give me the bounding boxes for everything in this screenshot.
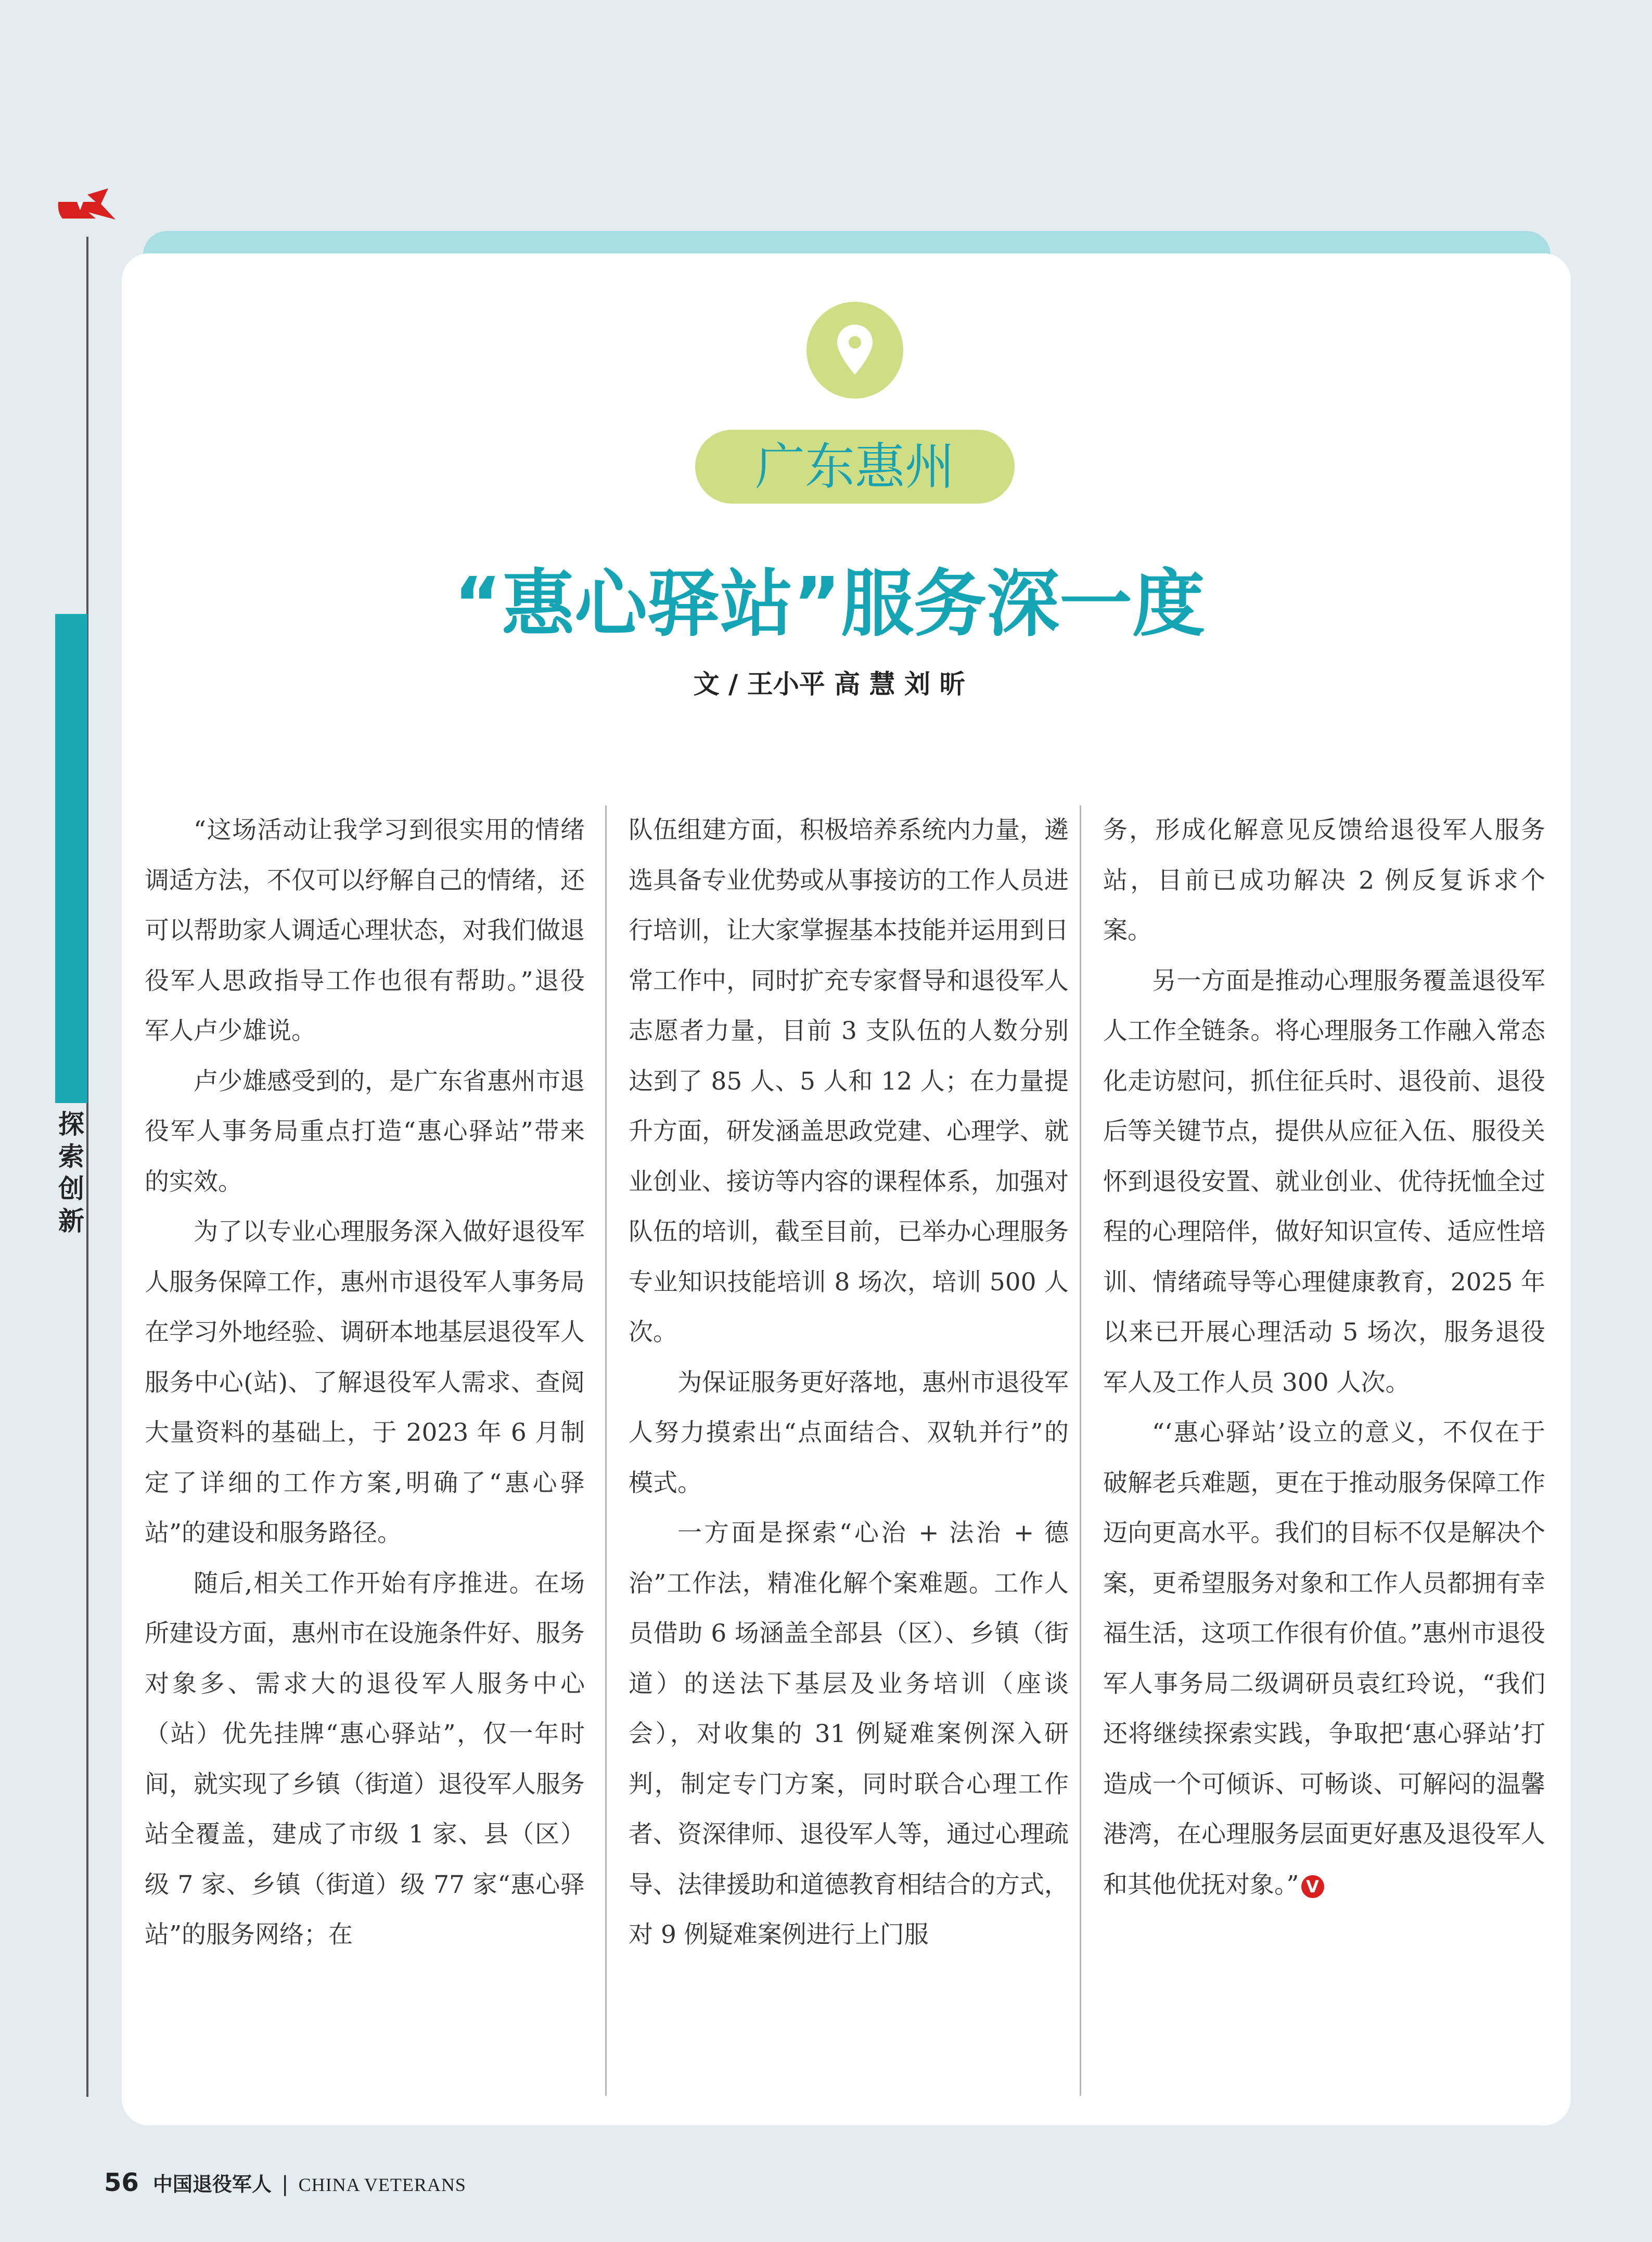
paragraph: 一方面是探索“心治 + 法治 + 德治”工作法，精准化解个案难题。工作人员借助 6 场涵盖全部县（区）、乡镇（街道）的送法下基层及业务培训（座谈会），对收集的 31 例疑难案例深入研判，制定专门方案，同时联合心理工作者、资深律师、退役军人等，通过心理疏导、法律援助和道德教育相结合的方式，对 9 例疑难案例进行上门服 [629,1519,1069,1949]
location-tag: 广东惠州 [695,430,1015,504]
page-number: 56 [104,2168,139,2197]
paragraph: 务，形成化解意见反馈给退役军人服务站，目前已成功解决 2 例反复诉求个案。 [1103,816,1545,945]
paragraph-text: “‘惠心驿站’设立的意义，不仅在于破解老兵难题，更在于推动服务保障工作迈向更高水平。我们的目标不仅是解决个案，更希望服务对象和工作人员都拥有幸福生活，这项工作很有价值。”惠州市退役军人事务局二级调研员袁红玲说，“我们还将继续探索实践，争取把‘惠心驿站’打造成一个可倾诉、可畅谈、可解闷的温馨港湾，在心理服务层面更好惠及退役军人和其他优抚对象。” [1103,1418,1545,1899]
article-title: “惠心驿站”服务深一度 [453,562,1206,647]
page-footer [104,2164,466,2201]
paragraph: 为了以专业心理服务深入做好退役军人服务保障工作，惠州市退役军人事务局在学习外地经验、调研本地基层退役军人服务中心(站)、了解退役军人需求、查阅大量资料的基础上，于 2023 年 6 月制定了详细的工作方案,明确了“惠心驿站”的建设和服务路径。 [145,1218,585,1547]
article-column-3 [1103,805,1545,2101]
magazine-name-cn: 中国退役军人 [152,2173,272,2196]
article-column-2 [629,805,1069,2101]
paragraph [1103,1408,1545,1910]
article-column-1 [145,805,585,2101]
magazine-logo-icon [56,186,118,225]
column-divider [1080,805,1081,2096]
section-color-bar [55,614,87,1103]
paragraph: 另一方面是推动心理服务覆盖退役军人工作全链条。将心理服务工作融入常态化走访慰问，抓住征兵时、退役前、退役后等关键节点，提供从应征入伍、服役关怀到退役安置、就业创业、优待抚恤全过程的心理陪伴，做好知识宣传、适应性培训、情绪疏导等心理健康教育，2025 年以来已开展心理活动 5 场次，服务退役军人及工作人员 300 人次。 [1103,966,1545,1397]
section-label: 探索创新 [58,1109,84,1236]
location-pin-icon [806,302,903,399]
column-divider [605,805,607,2096]
magazine-name-en: CHINA VETERANS [298,2174,466,2195]
paragraph: 队伍组建方面，积极培养系统内力量，遴选具备专业优势或从事接访的工作人员进行培训，让大家掌握基本技能并运用到日常工作中，同时扩充专家督导和退役军人志愿者力量，目前 3 支队伍的人数分别达到了 85 人、5 人和 12 人；在力量提升方面，研发涵盖思政党建、心理学、就业创业、接访等内容的课程体系，加强对队伍的培训，截至目前，已举办心理服务专业知识技能培训 8 场次，培训 500 人次。 [629,816,1069,1347]
paragraph: 为保证服务更好落地，惠州市退役军人努力摸索出“点面结合、双轨并行”的模式。 [629,1368,1069,1497]
article-byline: 文 / 王小平 高 慧 刘 昕 [693,669,966,699]
end-of-article-icon: V [1301,1875,1324,1898]
paragraph: 卢少雄感受到的，是广东省惠州市退役军人事务局重点打造“惠心驿站”带来的实效。 [145,1067,585,1196]
paragraph: “这场活动让我学习到很实用的情绪调适方法，不仅可以纾解自己的情绪，还可以帮助家人调适心理状态，对我们做退役军人思政指导工作也很有帮助。”退役军人卢少雄说。 [145,816,585,1045]
paragraph: 随后,相关工作开始有序推进。在场所建设方面，惠州市在设施条件好、服务对象多、需求大的退役军人服务中心（站）优先挂牌“惠心驿站”，仅一年时间，就实现了乡镇（街道）退役军人服务站全覆盖，建成了市级 1 家、县（区）级 7 家、乡镇（街道）级 77 家“惠心驿站”的服务网络；在 [145,1569,585,1949]
footer-separator: | [281,2172,289,2196]
